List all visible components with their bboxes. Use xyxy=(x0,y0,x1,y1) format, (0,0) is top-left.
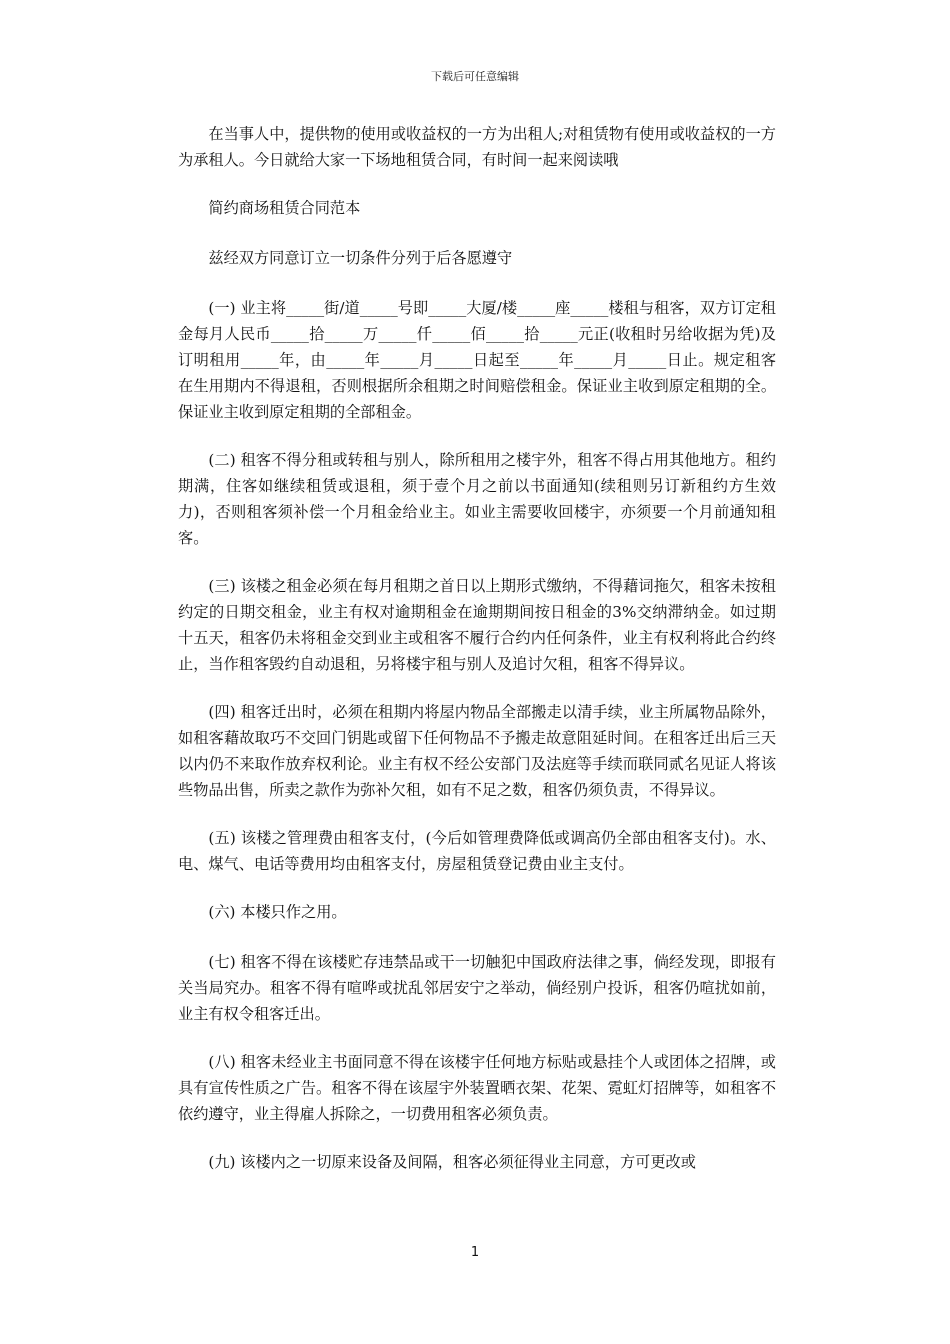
clause-1: (一) 业主将_____街/道_____号即_____大厦/楼_____座_____楼租与租客，双方订定租金每月人民币_____拾_____万_____仟_____佰_____拾_____元正(收租时另给收据为凭)及订明租用_____年，由_____年_____月_____日起至_____年_____月_____日止。规定租客在生用期内不得退租，否则根据所余租期之时间赔偿租金。保证业主收到原定租期的全。保证业主收到原定租期的全部租金。 xyxy=(178,299,776,421)
document-body xyxy=(178,121,776,1197)
clause-4: (四) 租客迁出时，必须在租期内将屋内物品全部搬走以清手续，业主所属物品除外，如租客藉故取巧不交回门钥匙或留下任何物品不予搬走故意阻延时间。在租客迁出后三天以内仍不来取作放弃权利论。业主有权不经公安部门及法庭等手续而联同贰名见证人将该些物品出售，所卖之款作为弥补欠租，如有不足之数，租客仍须负责，不得异议。 xyxy=(178,703,776,799)
clause-2: (二) 租客不得分租或转租与别人，除所租用之楼宇外，租客不得占用其他地方。租约期满，住客如继续租赁或退租，须于壹个月之前以书面通知(续租则另订新租约方生效力)，否则租客须补偿一个月租金给业主。如业主需要收回楼宇，亦须要一个月前通知租客。 xyxy=(178,451,776,547)
document-title: 简约商场租赁合同范本 xyxy=(208,199,361,217)
clause-3: (三) 该楼之租金必须在每月租期之首日以上期形式缴纳，不得藉词拖欠，租客未按租约定的日期交租金，业主有权对逾期租金在逾期期间按日租金的3%交纳滞纳金。如过期十五天，租客仍未将租金交到业主或租客不履行合约内任何条件，业主有权利将此合约终止，当作租客毁约自动退租，另将楼宇租与别人及追讨欠租，租客不得异议。 xyxy=(178,577,776,673)
intro-paragraph: 在当事人中，提供物的使用或收益权的一方为出租人;对租赁物有使用或收益权的一方为承租人。今日就给大家一下场地租赁合同，有时间一起来阅读哦 xyxy=(178,125,776,169)
agreement-preamble: 兹经双方同意订立一切条件分列于后各愿遵守 xyxy=(208,249,513,267)
page-number: 1 xyxy=(470,1245,480,1260)
page-header: 下载后可任意编辑 xyxy=(431,70,519,83)
clause-7: (七) 租客不得在该楼贮存违禁品或干一切触犯中国政府法律之事，倘经发现，即报有关当局究办。租客不得有喧哗或扰乱邻居安宁之举动，倘经别户投诉，租客仍喧扰如前，业主有权令租客迁出。 xyxy=(178,953,776,1023)
clause-8: (八) 租客未经业主书面同意不得在该楼宇任何地方标贴或悬挂个人或团体之招牌，或具有宣传性质之广告。租客不得在该屋宇外装置晒衣架、花架、霓虹灯招牌等，如租客不依约遵守，业主得雇人拆除之，一切费用租客必须负责。 xyxy=(178,1053,776,1123)
clause-9: (九) 该楼内之一切原来设备及间隔，租客必须征得业主同意，方可更改或 xyxy=(208,1153,696,1171)
clause-6: (六) 本楼只作之用。 xyxy=(208,903,347,921)
clause-5: (五) 该楼之管理费由租客支付，(今后如管理费降低或调高仍全部由租客支付)。水、电、煤气、电话等费用均由租客支付，房屋租赁登记费由业主支付。 xyxy=(178,829,776,873)
